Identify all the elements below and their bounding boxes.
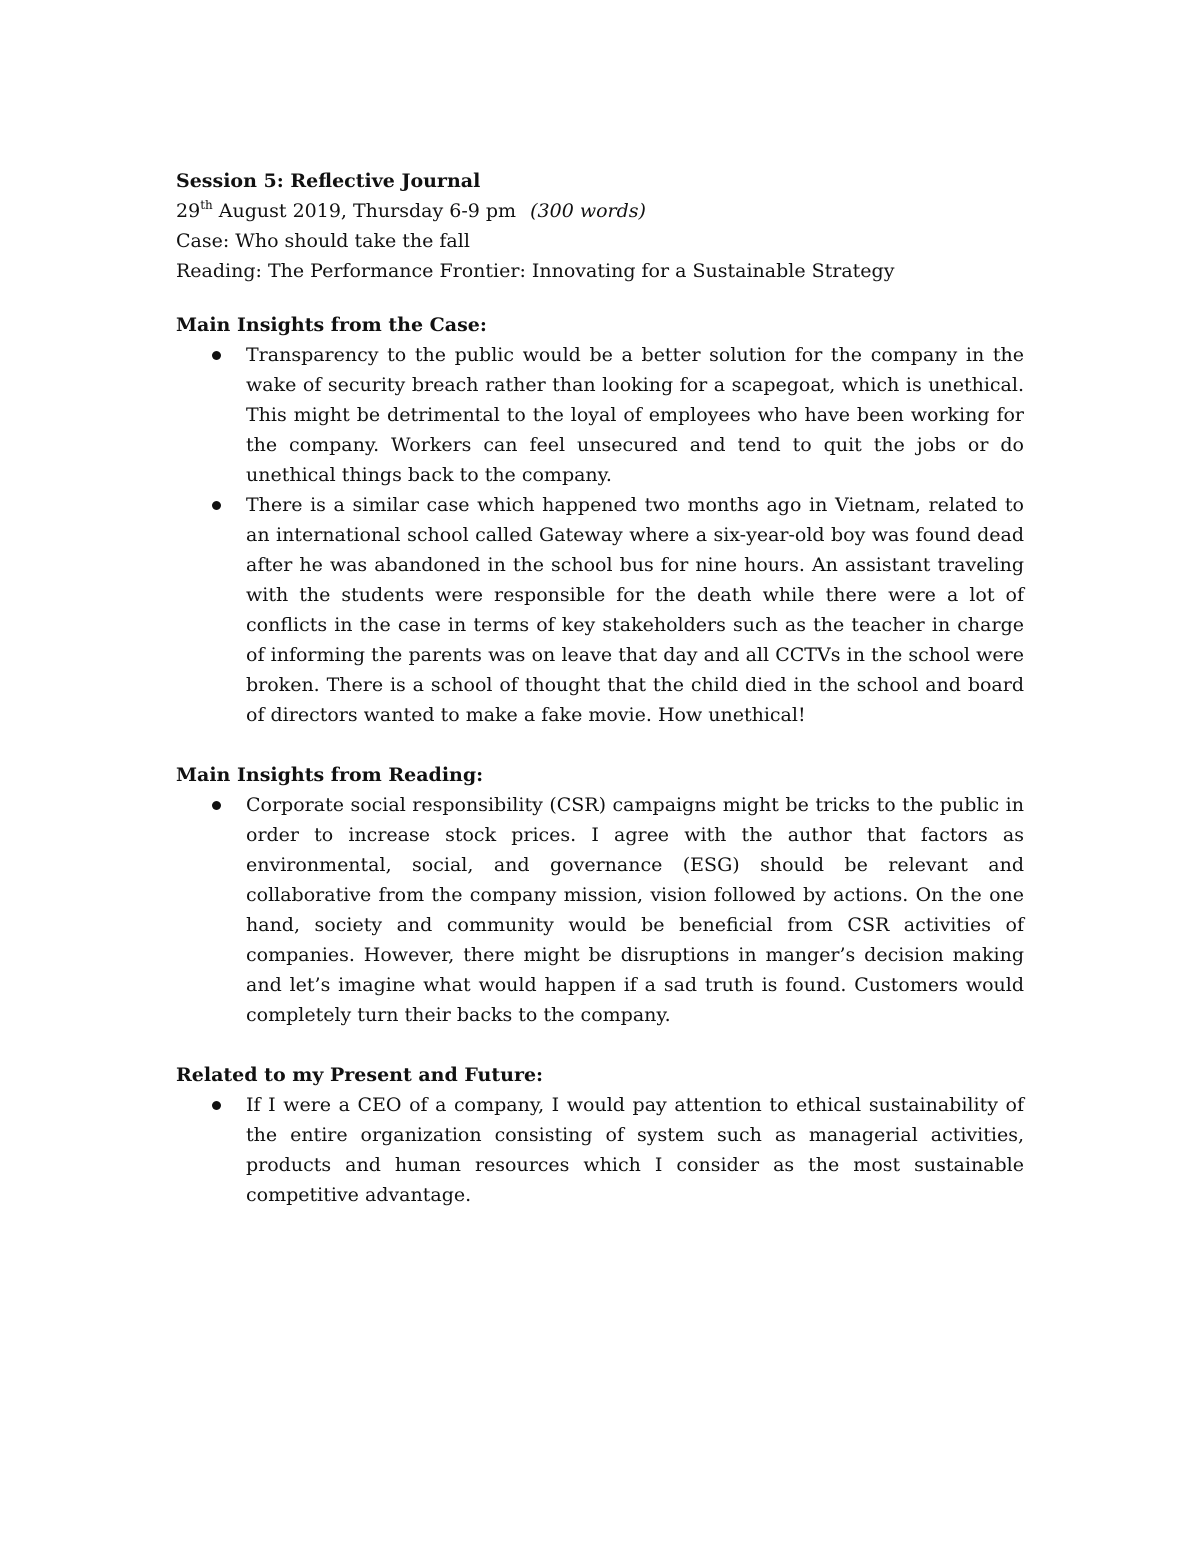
- list-item: [176, 1090, 1024, 1210]
- reading-insights-list: [176, 790, 1024, 1030]
- bullet-icon: [212, 501, 221, 510]
- bullet-icon: [212, 1101, 221, 1110]
- case-insights-list: [176, 340, 1024, 730]
- list-item-text: If I were a CEO of a company, I would pay attention to ethical sustainability of the entire organization consisting of system such as managerial activities, products and human resources which I consider as the most sustainable competitive advantage.: [246, 1094, 1024, 1206]
- document-title: Session 5: Reflective Journal: [176, 170, 481, 192]
- word-count: (300 words): [530, 200, 646, 222]
- case-line: Case: Who should take the fall: [176, 230, 470, 252]
- list-item: [176, 490, 1024, 730]
- bullet-icon: [212, 801, 221, 810]
- list-item: [176, 790, 1024, 1030]
- case-insights-heading: Main Insights from the Case:: [176, 314, 487, 336]
- date-day: 29: [176, 200, 201, 222]
- future-list: [176, 1090, 1024, 1210]
- spacer: [176, 730, 1024, 760]
- date-suffix: th: [200, 197, 213, 212]
- bullet-icon: [212, 351, 221, 360]
- spacer: [176, 286, 1024, 310]
- document-page: [176, 166, 1024, 1210]
- list-item-text: Corporate social responsibility (CSR) campaigns might be tricks to the public in order to increase stock prices. I agree with the author that factors as environmental, social, and governance (ESG) should be relevant and collaborative from the company mission, vision followed by actions. On the one hand, society and community would be beneficial from CSR activities of companies. However, there might be disruptions in manger’s decision making and let’s imagine what would happen if a sad truth is found. Customers would completely turn their backs to the company.: [246, 794, 1024, 1026]
- list-item-text: There is a similar case which happened two months ago in Vietnam, related to an international school called Gateway where a six-year-old boy was found dead after he was abandoned in the school bus for nine hours. An assistant traveling with the students were responsible for the death while there were a lot of conflicts in the case in terms of key stakeholders such as the teacher in charge of informing the parents was on leave that day and all CCTVs in the school were broken. There is a school of thought that the child died in the school and board of directors wanted to make a fake movie. How unethical!: [246, 494, 1024, 726]
- list-item: [176, 340, 1024, 490]
- future-heading: Related to my Present and Future:: [176, 1064, 544, 1086]
- date-rest: August 2019, Thursday 6-9 pm: [212, 200, 523, 222]
- reading-line: Reading: The Performance Frontier: Innovating for a Sustainable Strategy: [176, 260, 895, 282]
- spacer: [176, 1030, 1024, 1060]
- reading-insights-heading: Main Insights from Reading:: [176, 764, 484, 786]
- list-item-text: Transparency to the public would be a better solution for the company in the wake of security breach rather than looking for a scapegoat, which is unethical. This might be detrimental to the loyal of employees who have been working for the company. Workers can feel unsecured and tend to quit the jobs or do unethical things back to the company.: [246, 344, 1024, 486]
- date-line: [176, 196, 1024, 226]
